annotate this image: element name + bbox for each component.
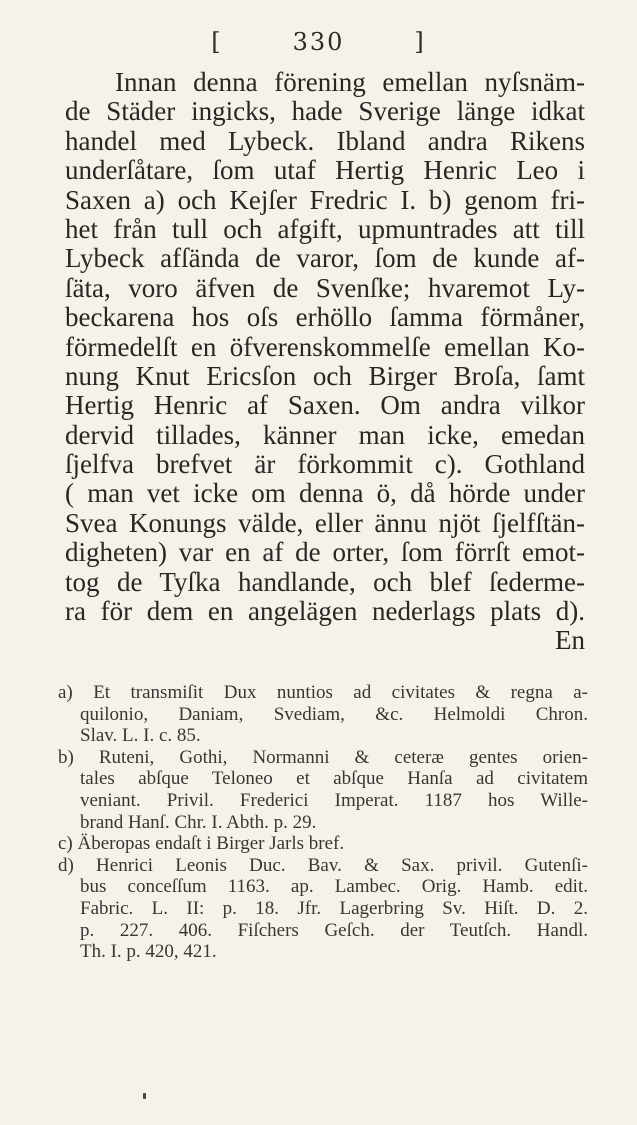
body-line: de Städer ingicks, hade Sverige länge idkat <box>65 96 585 127</box>
main-text <box>65 68 585 656</box>
body-line: digheten) var en af de orter, ſom förrſt emot- <box>65 537 585 568</box>
footnote-d-line: p. 227. 406. Fiſchers Geſch. der Teutſch. Handl. <box>80 919 588 941</box>
page-header <box>0 28 637 56</box>
body-line: ſäta, voro äfven de Svenſke; hvaremot Ly- <box>65 272 585 303</box>
body-line: ( man vet icke om denna ö, då hörde under <box>65 478 585 509</box>
body-line: Hertig Henric af Saxen. Om andra vilkor <box>65 390 585 421</box>
body-line: Lybeck afſända de varor, ſom de kunde af- <box>65 243 585 274</box>
footnote-a-line: quilonio, Daniam, Svediam, &c. Helmoldi Chron. <box>80 703 588 725</box>
body-line: Saxen a) och Kejſer Fredric I. b) genom fri- <box>65 184 585 215</box>
footnote-b-line: veniant. Privil. Frederici Imperat. 1187 hos Wille- <box>80 789 588 811</box>
body-line: het från tull och afgift, upmuntrades att till <box>65 213 585 244</box>
body-line: beckarena hos oſs erhöllo ſamma förmåner, <box>65 302 585 333</box>
body-line: dervid tillades, känner man icke, emedan <box>65 419 585 450</box>
body-line: handel med Lybeck. Ibland andra Rikens <box>65 125 585 156</box>
footnote-b-line: b) Ruteni, Gothi, Normanni & ceteræ gentes orien- <box>58 746 588 768</box>
header-close-bracket: ] <box>414 28 426 56</box>
footnote-b-line: brand Hanſ. Chr. I. Abth. p. 29. <box>80 811 317 833</box>
footnote-d-line: d) Henrici Leonis Duc. Bav. & Sax. privil. Gutenſi- <box>58 854 588 876</box>
footnote-b-line: tales abſque Teloneo et abſque Hanſa ad civitatem <box>80 768 588 790</box>
footnote-d-line: Th. I. p. 420, 421. <box>80 941 217 963</box>
body-line: ſjelfva brefvet är förkommit c). Gothland <box>65 449 585 480</box>
body-line: ra för dem en angelägen nederlags plats d). <box>65 596 585 627</box>
body-line: förmedelſt en öfverenskommelſe emellan Ko- <box>65 331 585 362</box>
catchword: En <box>555 625 585 656</box>
footnotes <box>58 682 588 963</box>
footnote-d-line: bus conceſſum 1163. ap. Lambec. Orig. Hamb. edit. <box>80 876 588 898</box>
ink-speck <box>143 1093 146 1099</box>
footnote-c-line: c) Äberopas endaſt i Birger Jarls bref. <box>58 833 345 855</box>
body-line: Svea Konungs välde, eller ännu njöt ſjelfſtän- <box>65 507 585 538</box>
footnote-a-line: a) Et transmiſit Dux nuntios ad civitates & regna a- <box>58 682 588 703</box>
header-open-bracket: [ <box>211 28 223 56</box>
body-line: Innan denna förening emellan nyſsnäm- <box>115 67 585 97</box>
footnote-a-line: Slav. L. I. c. 85. <box>80 725 201 747</box>
body-line: nung Knut Ericsſon och Birger Broſa, ſamt <box>65 360 585 391</box>
body-line: underſåtare, ſom utaf Hertig Henric Leo i <box>65 155 585 186</box>
page-number: 330 <box>292 28 345 56</box>
body-line: tog de Tyſka handlande, och blef ſederme- <box>65 566 585 597</box>
footnote-d-line: Fabric. L. II: p. 18. Jfr. Lagerbring Sv. Hiſt. D. 2. <box>80 897 588 919</box>
